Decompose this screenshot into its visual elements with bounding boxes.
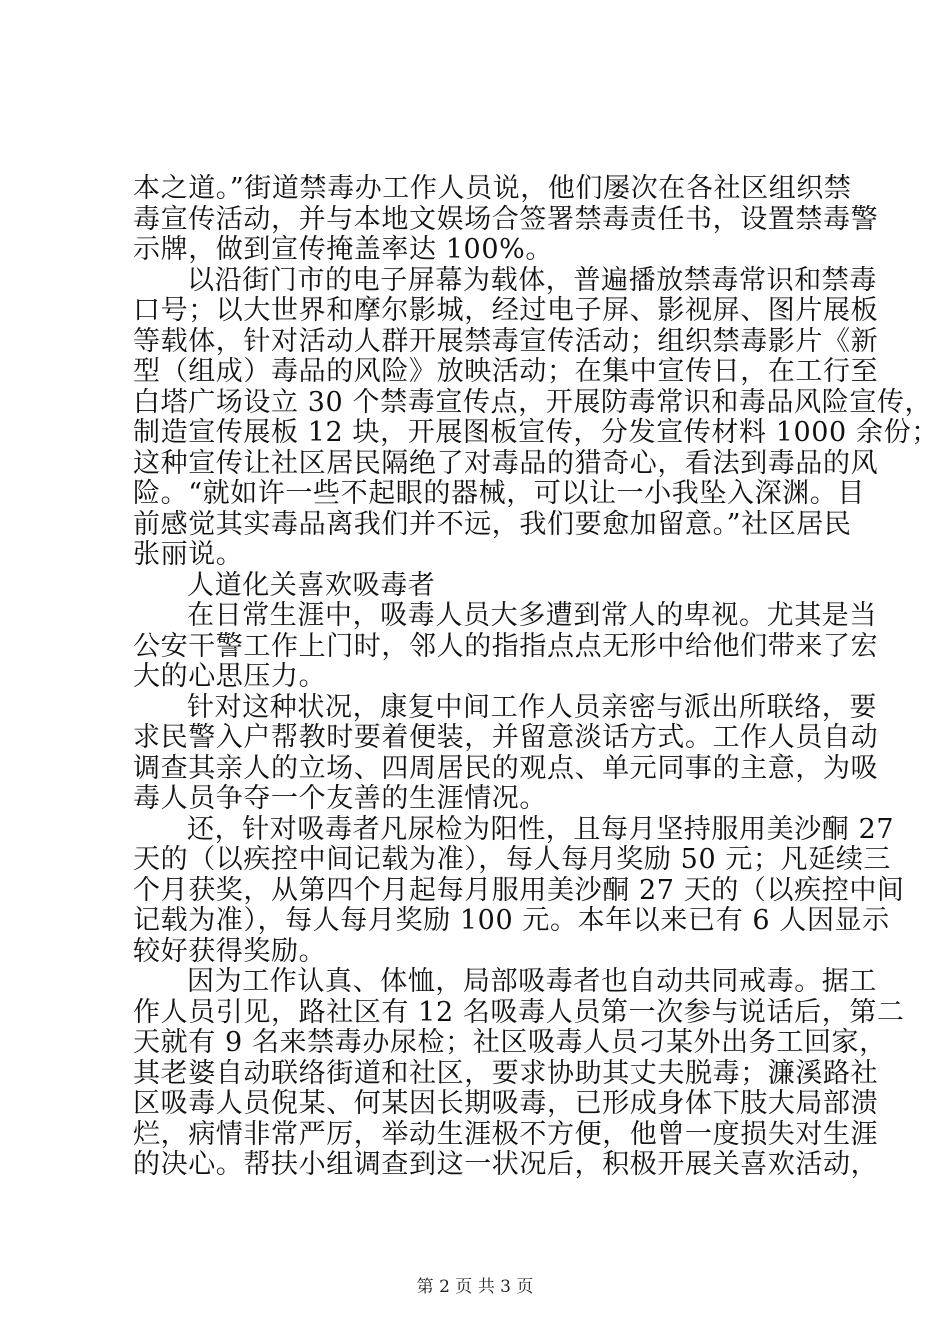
text-line: 的决心。帮扶小组调查到这一状况后，积极开展关喜欢活动， xyxy=(133,1149,879,1180)
text-line: 天就有 9 名来禁毒办尿检；社区吸毒人员刁某外出务工回家， xyxy=(133,1027,887,1058)
text-line: 险。“就如许一些不起眼的器械，可以让一小我坠入深渊。目 xyxy=(133,478,866,509)
text-line: 还，针对吸毒者凡尿检为阳性，且每月坚持服用美沙酮 27 xyxy=(187,813,895,845)
text-line: 公安干警工作上门时，邻人的指指点点无形中给他们带来了宏 xyxy=(133,630,879,662)
text-line: 其老婆自动联络街道和社区，要求协助其丈夫脱毒；濂溪路社 xyxy=(133,1057,879,1089)
text-line: 毒宣传活动，并与本地文娱场合签署禁毒责任书，设置禁毒警 xyxy=(133,203,879,235)
text-line: 作人员引见，路社区有 12 名吸毒人员第一次参与说话后，第二 xyxy=(133,996,905,1028)
text-line: 区吸毒人员倪某、何某因长期吸毒，已形成身体下肢大局部溃 xyxy=(133,1088,879,1119)
text-line: 个月获奖，从第四个月起每月服用美沙酮 27 天的（以疾控中间 xyxy=(133,874,905,906)
text-line: 前感觉其实毒品离我们并不远，我们要愈加留意。”社区居民 xyxy=(133,508,852,540)
text-line: 人道化关喜欢吸毒者 xyxy=(187,569,436,601)
page-footer: 第 2 页 共 3 页 xyxy=(416,1277,534,1297)
text-line: 烂，病情非常严厉，举动生涯极不方便，他曾一度损失对生涯 xyxy=(133,1118,879,1150)
text-line: 张丽说。 xyxy=(133,539,244,570)
text-line: 求民警入户帮教时要着便装，并留意淡话方式。工作人员自动 xyxy=(133,722,879,753)
text-line: 这种宣传让社区居民隔绝了对毒品的猎奇心，看法到毒品的风 xyxy=(133,447,879,479)
text-line: 本之道。”街道禁毒办工作人员说，他们屡次在各社区组织禁 xyxy=(133,173,852,204)
text-line: 针对这种状况，康复中间工作人员亲密与派出所联络，要 xyxy=(187,691,877,723)
text-line: 较好获得奖励。 xyxy=(133,935,327,967)
text-line: 天的（以疾控中间记载为准），每人每月奖励 50 元；凡延续三 xyxy=(133,844,892,875)
text-line: 等载体，针对活动人群开展禁毒宣传活动；组织禁毒影片《新 xyxy=(133,325,879,357)
text-line: 制造宣传展板 12 块，开展图板宣传，分发宣传材料 1000 余份； xyxy=(133,417,939,448)
text-line: 在日常生涯中，吸毒人员大多遭到常人的卑视。尤其是当 xyxy=(187,600,877,631)
text-line: 大的心思压力。 xyxy=(133,661,327,692)
text-line: 记载为准），每人每月奖励 100 元。本年以来已有 6 人因显示 xyxy=(133,905,890,936)
text-line: 调查其亲人的立场、四周居民的观点、单元同事的主意，为吸 xyxy=(133,752,879,784)
text-line: 白塔广场设立 30 个禁毒宣传点，开展防毒常识和毒品风险宣传， xyxy=(133,386,933,418)
text-line: 毒人员争夺一个友善的生涯情况。 xyxy=(133,783,547,814)
text-line: 以沿街门市的电子屏幕为载体，普遍播放禁毒常识和禁毒 xyxy=(187,264,877,296)
text-line: 因为工作认真、体恤，局部吸毒者也自动共同戒毒。据工 xyxy=(187,966,877,997)
text-line: 口号；以大世界和摩尔影城，经过电子屏、影视屏、图片展板 xyxy=(133,295,879,326)
text-line: 示牌，做到宣传掩盖率达 100%。 xyxy=(133,234,553,265)
text-line: 型（组成）毒品的风险》放映活动；在集中宣传日，在工行至 xyxy=(133,356,879,387)
document-body xyxy=(133,173,939,1181)
